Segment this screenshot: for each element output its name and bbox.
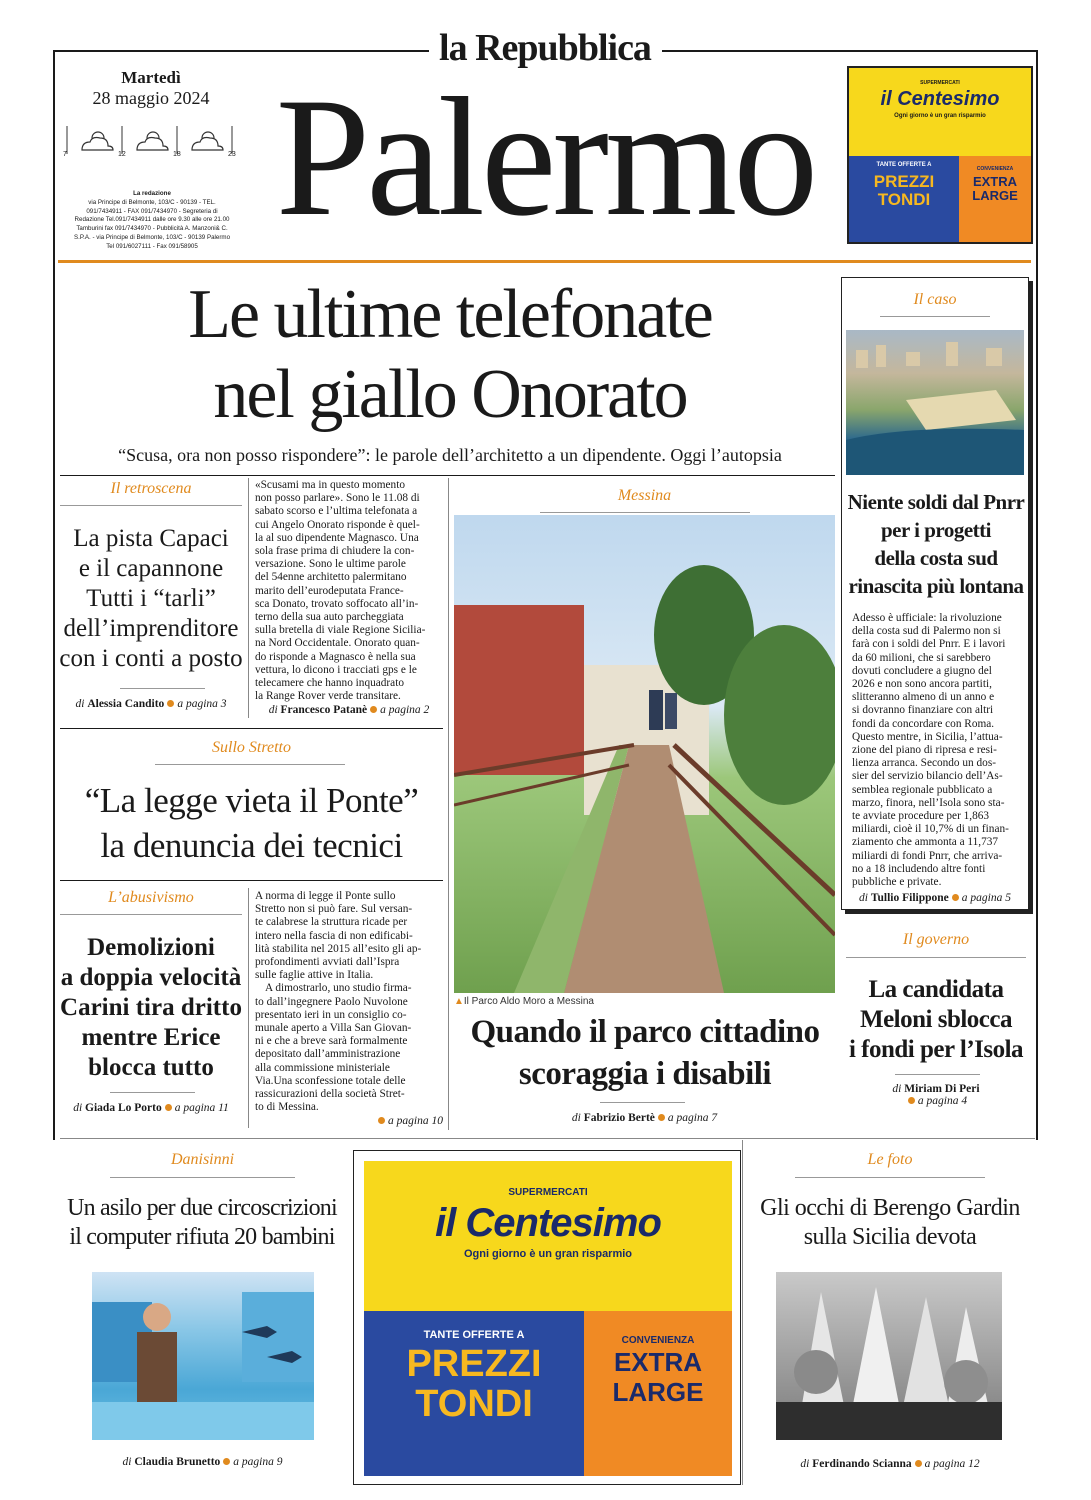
byline-prefix: di — [571, 1112, 581, 1124]
body-line: da 60 milioni, che si sarebbero — [852, 651, 991, 664]
body-line: versazione. Sono le ultime parole — [255, 558, 406, 571]
body-line: marito dell’eurodeputata France- — [255, 584, 404, 597]
byline-page: a pagina 10 — [388, 1115, 443, 1127]
caso-title-line: Niente soldi dal Pnrr — [847, 490, 1025, 514]
weather-t3: 18 — [173, 151, 181, 158]
weather-t2: 12 — [118, 151, 126, 158]
kicker-retroscena: Il retroscena — [110, 480, 192, 497]
byline-author: Francesco Patanè — [280, 704, 368, 716]
ad-extra2: LARGE — [972, 188, 1018, 203]
kicker-danisinni: Danisinni — [170, 1151, 235, 1168]
body-line: lità stabilita nel 2015 all’esito gli ap- — [255, 942, 422, 955]
redazione-line: Tel 091/6027111 - Fax 091/58905 — [106, 242, 198, 250]
body-line: la Range Rover verde transitare. — [255, 690, 401, 703]
retroscena-line: Tutti i “tarli” — [86, 585, 216, 612]
body-line: non posso parlare». Sono le 11.08 di — [255, 492, 420, 505]
ad-conv: CONVENIENZA — [621, 1335, 695, 1346]
byline-page: a pagina 4 — [917, 1095, 968, 1107]
ad-brand: il Centesimo — [435, 1201, 661, 1245]
issue-day: Martedì — [121, 68, 181, 87]
body-line: A norma di legge il Ponte sullo — [255, 890, 396, 902]
body-line: ni e che a breve sarà formalmente — [255, 1035, 408, 1048]
body-line: si dovranno finanziare con altri — [852, 704, 994, 717]
danisinni-photo[interactable] — [92, 1272, 314, 1440]
body-line: depositato dall’amministrazione — [255, 1048, 401, 1061]
redazione-line: Redazione Tel.091/7434911 dalle ore 9.30 alle ore 21.00 — [74, 216, 230, 224]
photo-caption: ▲Il Parco Aldo Moro a Messina — [454, 996, 594, 1007]
retroscena-line: e il capannone — [78, 555, 224, 582]
redazione-line: 091/7434911 - FAX 091/7434970 - Segreteria di — [86, 207, 218, 215]
danisinni-headline[interactable] — [56, 1194, 348, 1252]
kicker-stretto: Sullo Stretto — [212, 739, 291, 756]
brand-logo: la Repubblica — [439, 27, 651, 69]
body-line: munale aperto a Villa San Giovan- — [255, 1022, 412, 1035]
body-line: vettura, lo dicono i tracciati gps e le — [255, 663, 417, 676]
ad-offer1: PREZZI — [873, 172, 935, 191]
weather-strip — [62, 124, 242, 160]
body-line: to di Messina. — [255, 1101, 319, 1114]
messina-headline-2[interactable]: scoraggia i disabili — [518, 1056, 772, 1092]
body-line: «Scusami ma in questo momento — [255, 479, 405, 491]
issue-date: 28 maggio 2024 — [92, 88, 210, 108]
messina-photo[interactable] — [454, 515, 835, 993]
ad-offer2: TONDI — [877, 190, 931, 209]
body-line: na Nord Occidentale. Onorato quan- — [255, 637, 420, 650]
abusivismo-line: mentre Erice — [81, 1024, 221, 1051]
retroscena-headline[interactable] — [58, 524, 244, 674]
abusivismo-headline[interactable] — [56, 933, 246, 1083]
byline-onorato[interactable] — [255, 704, 443, 716]
body-line: ziamento che ammonta a 11,737 — [852, 836, 999, 849]
body-line: slitteranno almeno di un anno e — [852, 691, 995, 704]
coast-illustration — [846, 330, 1024, 475]
body-line: Stretto non si può fare. Sul versan- — [255, 903, 413, 916]
stretto-headline-1[interactable]: “La legge vieta il Ponte” — [84, 781, 419, 820]
ad-offer2: TONDI — [415, 1383, 533, 1425]
caso-body — [852, 612, 1022, 889]
edition-title: Palermo — [275, 63, 815, 251]
body-line: zione del piano di ripresa e resi- — [852, 744, 997, 757]
kicker-abusivismo: L’abusivismo — [108, 889, 194, 906]
kicker-foto: Le foto — [867, 1151, 913, 1168]
body-line: sier del servizio bilancio dell’As- — [852, 770, 1003, 783]
danisinni-line: il computer rifiuta 20 bambini — [69, 1224, 335, 1250]
ad-extra2: LARGE — [612, 1377, 704, 1407]
body-line: sulla bretella di viale Regione Sicilia- — [255, 624, 426, 637]
body-line: sola frase prima di chiudere la con- — [255, 545, 415, 558]
body-line: to dall’ingegnere Paolo Nuvolone — [255, 995, 408, 1008]
foto-photo[interactable] — [776, 1272, 1002, 1440]
redazione-title: La redazione — [133, 190, 171, 197]
redazione-line: S.P.A. - via Principe di Belmonte, 103/C - 90139 Palermo — [73, 233, 231, 241]
byline-author: Tullio Filippone — [870, 892, 949, 904]
byline-page: a pagina 3 — [177, 698, 227, 710]
weather-icons — [62, 124, 242, 160]
caso-headline[interactable] — [844, 488, 1028, 600]
body-line: Via.Una sconfessione totale delle — [255, 1074, 406, 1087]
body-line: semblea regionale pubblicato a — [852, 783, 993, 796]
body-line: terno della sua auto parcheggiata — [255, 611, 404, 624]
caso-title-line: rinascita più lontana — [848, 574, 1024, 598]
byline-retroscena[interactable] — [60, 698, 242, 710]
retroscena-line: dell’imprenditore — [63, 615, 239, 642]
weather-t4: 23 — [228, 151, 236, 158]
body-line: intero nella fascia di non edificabi- — [255, 929, 413, 942]
body-line: no a 18 includendo altre fonti — [852, 862, 986, 875]
body-line: miliardi di fondi Pnrr, che arriva- — [852, 849, 1003, 862]
body-line: della costa sud di Palermo non si — [852, 625, 1001, 638]
abusivismo-line: Demolizioni — [87, 934, 215, 961]
byline-author: Giada Lo Porto — [85, 1102, 162, 1114]
body-line: Adesso è ufficiale: la rivoluzione — [852, 612, 1002, 624]
kicker-caso: Il caso — [913, 291, 957, 308]
ad-offer-top: TANTE OFFERTE A — [876, 162, 932, 168]
byline-abusivismo[interactable] — [55, 1102, 247, 1114]
caso-photo[interactable] — [846, 330, 1024, 475]
stretto-headline-2[interactable]: la denuncia dei tecnici — [100, 826, 403, 865]
body-line: dovuti concludere a giugno del — [852, 664, 992, 677]
byline-author: Ferdinando Scianna — [812, 1458, 912, 1470]
body-line: rassicurazioni della società Stret- — [255, 1088, 405, 1101]
body-line: miliardi, cioè il 10,7% di un finan- — [852, 823, 1009, 836]
weather-t1: 7 — [63, 151, 67, 158]
byline-danisinni[interactable] — [60, 1456, 345, 1468]
body-line: del 54enne architetto palermitano — [255, 571, 407, 584]
mural-illustration — [92, 1272, 314, 1440]
byline-prefix: di — [75, 698, 85, 710]
byline-prefix: di — [800, 1458, 810, 1470]
hooded-figures-illustration — [776, 1272, 1002, 1440]
caso-title-line: della costa sud — [874, 546, 998, 570]
danisinni-line: Un asilo per due circoscrizioni — [67, 1195, 337, 1221]
byline-prefix: di — [859, 892, 868, 904]
caso-title-line: per i progetti — [880, 518, 992, 542]
ad-extra1: EXTRA — [613, 1347, 703, 1377]
byline-governo[interactable] — [842, 1083, 1030, 1107]
ad-extra1: EXTRA — [972, 174, 1018, 189]
foto-headline[interactable] — [745, 1194, 1035, 1252]
retroscena-line: La pista Capaci — [73, 525, 229, 552]
body-line: profondimenti avviati dall’Ispra — [255, 956, 400, 969]
body-line: sca Donato, trovato soffocato all’in- — [255, 597, 419, 610]
ad-brand-top: SUPERMERCATI — [508, 1187, 588, 1198]
body-line: lienza arranca. Secondo un dos- — [852, 757, 996, 770]
body-line: farà con i soldi del Pnrr. E i lavori — [852, 638, 1006, 651]
byline-page: a pagina 5 — [961, 892, 1011, 904]
abusivismo-line: blocca tutto — [88, 1054, 214, 1081]
body-line: sabato scorso e l’ultima telefonata a — [255, 505, 418, 518]
main-headline-2: nel giallo Onorato — [213, 356, 687, 433]
body-line: la al suo dipendente Magnasco. Una — [255, 531, 419, 544]
body-line: alla commissione ministeriale — [255, 1061, 390, 1074]
governo-line: i fondi per l’Isola — [848, 1036, 1024, 1063]
byline-page: a pagina 9 — [233, 1456, 283, 1468]
ad-brand: il Centesimo — [880, 88, 1000, 110]
body-line: te avviate procedure per 1,863 — [852, 810, 990, 823]
ad-tagline: Ogni giorno è un gran risparmio — [463, 1248, 633, 1260]
byline-author: Claudia Brunetto — [134, 1456, 221, 1468]
byline-caso[interactable] — [842, 892, 1028, 904]
retroscena-line: con i conti a posto — [59, 645, 243, 672]
body-line: A dimostrarlo, uno studio firma- — [265, 982, 412, 995]
byline-page: a pagina 12 — [924, 1458, 980, 1470]
caption-text: Il Parco Aldo Moro a Messina — [463, 996, 594, 1007]
body-line: do risponde a Magnasco è nella sua — [255, 650, 416, 663]
byline-page: a pagina 7 — [667, 1112, 718, 1124]
byline-prefix: di — [73, 1102, 83, 1114]
ad-conv: CONVENIENZA — [976, 166, 1014, 172]
body-line: Questo mentre, in Sicilia, l’attua- — [852, 730, 1003, 743]
byline-author: Fabrizio Bertè — [583, 1112, 655, 1124]
messina-headline-1[interactable]: Quando il parco cittadino — [470, 1014, 820, 1050]
masthead-divider — [58, 260, 1031, 263]
body-line: fondi da concordare con Roma. — [852, 717, 995, 730]
redazione-line: via Principe di Belmonte, 103/C - 90139 - TEL. — [88, 198, 216, 206]
byline-prefix: di — [122, 1456, 132, 1468]
byline-ponte[interactable] — [340, 1115, 443, 1127]
abusivismo-line: a doppia velocità — [60, 964, 242, 991]
kicker-messina: Messina — [617, 487, 672, 504]
byline-author: Miriam Di Peri — [904, 1083, 980, 1095]
body-line: te calabrese la struttura ricade per — [255, 916, 408, 929]
ad-tagline: Ogni giorno è un gran risparmio — [894, 113, 986, 119]
kicker-governo: Il governo — [902, 931, 970, 948]
governo-headline[interactable] — [842, 975, 1030, 1065]
byline-page: a pagina 2 — [380, 704, 430, 716]
ad-top-right[interactable] — [847, 66, 1033, 244]
main-headline-1: Le ultime telefonate — [188, 276, 712, 353]
body-line: pubbliche e private. — [852, 876, 942, 889]
body-line: marzo, finora, nell’Isola sono sta- — [852, 796, 1005, 809]
abusivismo-line: Carini tira dritto — [60, 994, 242, 1021]
byline-foto[interactable] — [745, 1458, 1035, 1470]
body-line: cui Angelo Onorato risponde è quel- — [255, 518, 420, 531]
foto-line: sulla Sicilia devota — [803, 1224, 977, 1250]
park-illustration — [454, 515, 835, 993]
body-line: presentato ieri in un consiglio co- — [255, 1008, 407, 1021]
foto-line: Gli occhi di Berengo Gardin — [760, 1195, 1020, 1221]
governo-line: La candidata — [868, 976, 1004, 1003]
ad-brand-top: SUPERMERCATI — [920, 80, 960, 86]
body-line: 2026 e non sono ancora partiti, — [852, 678, 992, 691]
byline-prefix: di — [892, 1083, 902, 1095]
redazione-box — [62, 190, 242, 252]
redazione-line: Tamburini fax 091/7434970 - Pubblicità A. Manzoni& C. — [76, 225, 228, 233]
byline-prefix: di — [268, 704, 278, 716]
ad-bottom-center[interactable] — [353, 1150, 741, 1485]
ad-offer1: PREZZI — [406, 1343, 542, 1385]
byline-page: a pagina 11 — [174, 1102, 229, 1114]
byline-author: Alessia Candito — [87, 698, 165, 710]
onorato-body — [255, 479, 443, 703]
ad-offer-top: TANTE OFFERTE A — [423, 1329, 525, 1341]
ponte-body — [255, 890, 443, 1114]
byline-messina[interactable] — [454, 1112, 835, 1124]
governo-line: Meloni sblocca — [859, 1006, 1012, 1033]
main-subtitle: “Scusa, ora non posso rispondere”: le parole dell’architetto a un dipendente. Oggi l’autopsia — [118, 445, 782, 465]
body-line: sulle faglie attive in Italia. — [255, 969, 374, 982]
body-line: telecamere che hanno inquadrato — [255, 677, 404, 690]
